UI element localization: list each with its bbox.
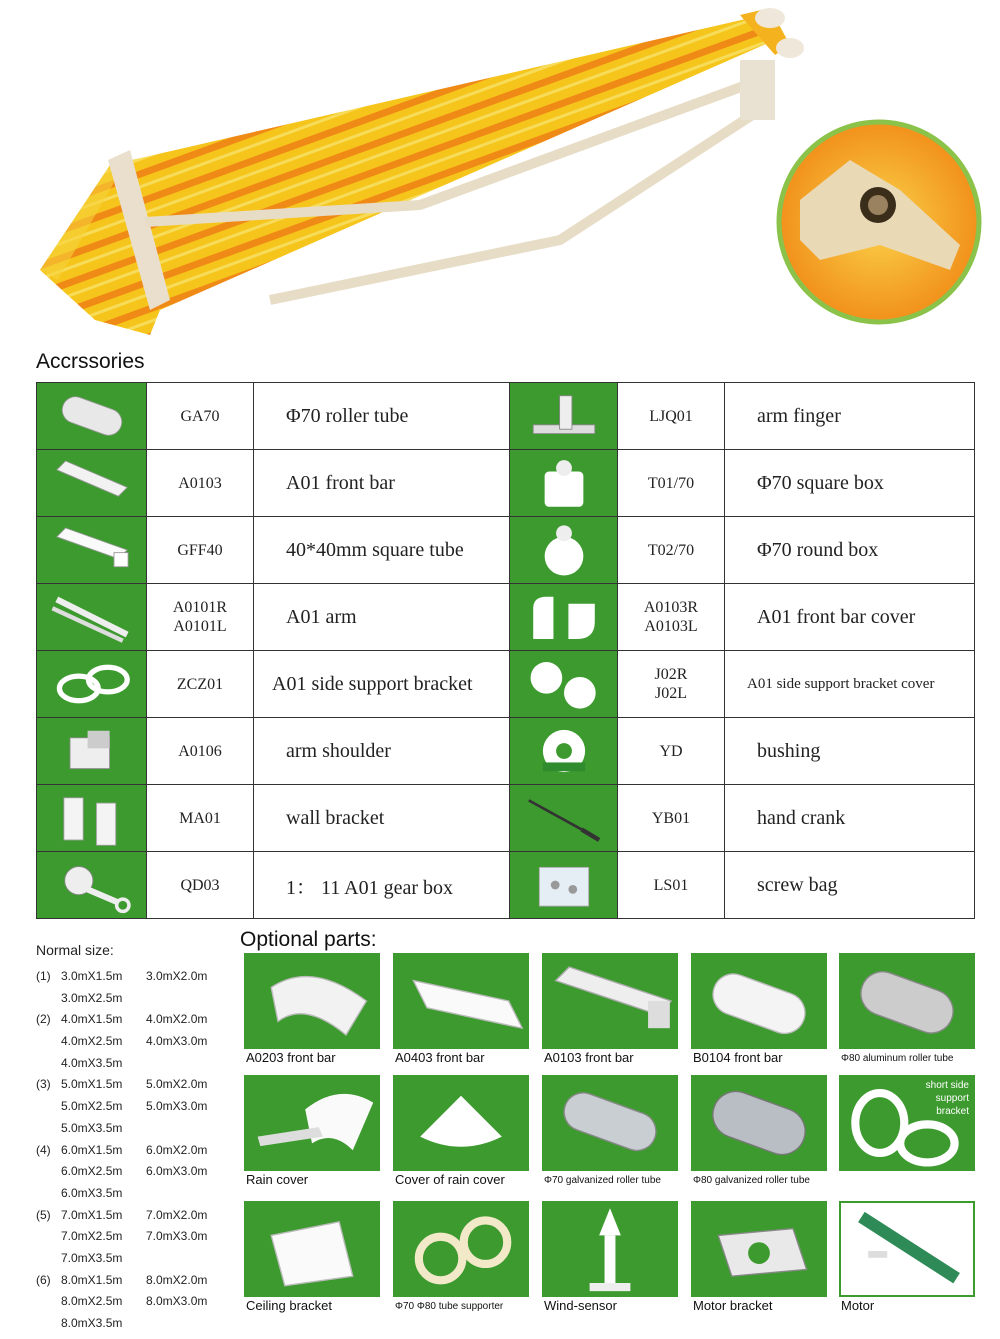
accessory-row	[37, 785, 975, 852]
size-b: 7.0mX2.0m	[146, 1207, 208, 1222]
part-code: YB01	[618, 785, 725, 852]
bracket-cover-icon	[510, 651, 618, 718]
roller-tube-icon	[37, 383, 147, 450]
accessory-row	[37, 718, 975, 785]
size-row	[36, 1313, 236, 1335]
bushing-icon	[510, 718, 618, 785]
arm-finger-icon	[510, 383, 618, 450]
short-side-support-bracket-icon	[839, 1075, 975, 1171]
optional-part-label: Ceiling bracket	[246, 1298, 332, 1313]
size-row	[36, 1183, 236, 1205]
size-b: 6.0mX3.0m	[146, 1164, 208, 1179]
front-bar-a0103-icon	[542, 953, 678, 1049]
size-n: (5)	[36, 1207, 51, 1222]
part-name: 1： 11 A01 gear box	[254, 852, 510, 919]
round-box-icon	[510, 517, 618, 584]
size-a: 4.0mX1.5m	[61, 1012, 123, 1027]
accessories-table	[36, 382, 975, 919]
size-row	[36, 988, 236, 1010]
optional-part-label: Φ70 Φ80 tube supporter	[395, 1301, 504, 1312]
size-a: 6.0mX1.5m	[61, 1142, 123, 1157]
arm-icon	[37, 584, 147, 651]
optional-part-label: Φ80 galvanized roller tube	[693, 1175, 810, 1186]
size-row	[36, 1009, 236, 1031]
size-a: 5.0mX1.5m	[61, 1077, 123, 1092]
size-row	[36, 1118, 236, 1140]
part-code: GA70	[147, 383, 254, 450]
size-a: 7.0mX1.5m	[61, 1207, 123, 1222]
optional-part-label: A0403 front bar	[395, 1050, 485, 1065]
size-a: 5.0mX2.5m	[61, 1099, 123, 1114]
normal-size-title: Normal size:	[36, 942, 114, 958]
arm-shoulder-icon	[37, 718, 147, 785]
size-row	[36, 1031, 236, 1053]
part-code: LJQ01	[618, 383, 725, 450]
part-code: QD03	[147, 852, 254, 919]
part-name: 40*40mm square tube	[254, 517, 510, 584]
square-box-icon	[510, 450, 618, 517]
optional-part-label: B0104 front bar	[693, 1050, 783, 1065]
size-b: 4.0mX2.0m	[146, 1012, 208, 1027]
part-code: GFF40	[147, 517, 254, 584]
optional-part-label: Φ70 galvanized roller tube	[544, 1175, 661, 1186]
rain-cover-end-icon	[393, 1075, 529, 1171]
size-b: 6.0mX2.0m	[146, 1142, 208, 1157]
part-code: J02R J02L	[618, 651, 725, 718]
size-a: 7.0mX3.5m	[61, 1250, 123, 1265]
part-name: Φ70 roller tube	[254, 383, 510, 450]
motor-icon	[839, 1201, 975, 1297]
wind-sensor-icon	[542, 1201, 678, 1297]
size-n: (2)	[36, 1012, 51, 1027]
hand-crank-icon	[510, 785, 618, 852]
optional-parts-title: Optional parts:	[240, 928, 377, 951]
part-name: A01 front bar	[254, 450, 510, 517]
accessory-row	[37, 517, 975, 584]
part-code: A0103R A0103L	[618, 584, 725, 651]
size-a: 3.0mX1.5m	[61, 969, 123, 983]
size-n: (3)	[36, 1077, 51, 1092]
part-code: T02/70	[618, 517, 725, 584]
square-tube-icon	[37, 517, 147, 584]
optional-part-label: A0203 front bar	[246, 1050, 336, 1065]
size-row	[36, 1140, 236, 1162]
part-name: Φ70 round box	[725, 517, 975, 584]
short-side-bracket-label: short side support bracket	[925, 1080, 969, 1117]
aluminum-roller-tube-icon	[839, 953, 975, 1049]
size-b: 7.0mX3.0m	[146, 1229, 208, 1244]
optional-part-label: A0103 front bar	[544, 1050, 634, 1065]
size-row	[36, 1291, 236, 1313]
front-bar-cover-icon	[510, 584, 618, 651]
front-bar-icon	[37, 450, 147, 517]
size-b: 8.0mX3.0m	[146, 1294, 208, 1309]
size-row	[36, 1074, 236, 1096]
front-bar-a0403-icon	[393, 953, 529, 1049]
size-b: 5.0mX3.0m	[146, 1099, 208, 1114]
size-b: 3.0mX2.0m	[146, 969, 208, 983]
size-a: 8.0mX3.5m	[61, 1316, 123, 1330]
optional-part-label: Motor	[841, 1298, 875, 1313]
size-row	[36, 1161, 236, 1183]
size-row	[36, 966, 236, 988]
part-name: wall bracket	[254, 785, 510, 852]
accessory-row	[37, 383, 975, 450]
galvanized-tube-80-icon	[691, 1075, 827, 1171]
part-code: T01/70	[618, 450, 725, 517]
part-name: bushing	[725, 718, 975, 785]
size-a: 5.0mX3.5m	[61, 1120, 123, 1135]
side-support-bracket-icon	[37, 651, 147, 718]
front-bar-b0104-icon	[691, 953, 827, 1049]
part-name: A01 front bar cover	[725, 584, 975, 651]
optional-part-label: Φ80 aluminum roller tube	[841, 1053, 954, 1064]
part-code: LS01	[618, 852, 725, 919]
part-code: A0106	[147, 718, 254, 785]
normal-size-list	[36, 942, 236, 1335]
optional-part-label: Wind-sensor	[544, 1298, 617, 1313]
size-row	[36, 1248, 236, 1270]
tube-supporter-icon	[393, 1201, 529, 1297]
size-row	[36, 1226, 236, 1248]
part-name: arm shoulder	[254, 718, 510, 785]
size-b: 4.0mX3.0m	[146, 1034, 208, 1049]
size-a: 6.0mX3.5m	[61, 1185, 123, 1200]
size-n: (1)	[36, 969, 51, 983]
screw-bag-icon	[510, 852, 618, 919]
gear-box-icon	[37, 852, 147, 919]
optional-part-label: Rain cover	[246, 1172, 309, 1187]
part-code: A0103	[147, 450, 254, 517]
size-a: 8.0mX1.5m	[61, 1272, 123, 1287]
part-name: A01 side support bracket	[254, 651, 510, 718]
part-name: arm finger	[725, 383, 975, 450]
part-name: screw bag	[725, 852, 975, 919]
optional-part-label: Motor bracket	[693, 1298, 773, 1313]
part-name: A01 arm	[254, 584, 510, 651]
part-code: YD	[618, 718, 725, 785]
motor-bracket-icon	[691, 1201, 827, 1297]
accessory-row	[37, 651, 975, 718]
size-a: 3.0mX2.5m	[61, 990, 123, 1005]
accessory-row	[37, 852, 975, 919]
size-a: 6.0mX2.5m	[61, 1164, 123, 1179]
accessories-title: Accrssories	[36, 350, 145, 373]
accessory-row	[37, 450, 975, 517]
size-row	[36, 1096, 236, 1118]
awning-hero-image	[0, 0, 1000, 345]
size-a: 4.0mX2.5m	[61, 1034, 123, 1049]
size-b: 8.0mX2.0m	[146, 1272, 208, 1287]
rain-cover-icon	[244, 1075, 380, 1171]
size-row	[36, 1205, 236, 1227]
galvanized-tube-70-icon	[542, 1075, 678, 1171]
optional-part-label: Cover of rain cover	[395, 1172, 505, 1187]
size-n: (4)	[36, 1142, 51, 1157]
accessory-row	[37, 584, 975, 651]
size-n: (6)	[36, 1272, 51, 1287]
size-row	[36, 1270, 236, 1292]
size-a: 7.0mX2.5m	[61, 1229, 123, 1244]
size-row	[36, 1053, 236, 1075]
part-code: ZCZ01	[147, 651, 254, 718]
part-code: A0101R A0101L	[147, 584, 254, 651]
wall-bracket-icon	[37, 785, 147, 852]
size-a: 8.0mX2.5m	[61, 1294, 123, 1309]
part-code: MA01	[147, 785, 254, 852]
part-name: hand crank	[725, 785, 975, 852]
size-b: 5.0mX2.0m	[146, 1077, 208, 1092]
part-name: A01 side support bracket cover	[725, 651, 975, 718]
part-name: Φ70 square box	[725, 450, 975, 517]
size-a: 4.0mX3.5m	[61, 1055, 123, 1070]
ceiling-bracket-icon	[244, 1201, 380, 1297]
front-bar-a0203-icon	[244, 953, 380, 1049]
